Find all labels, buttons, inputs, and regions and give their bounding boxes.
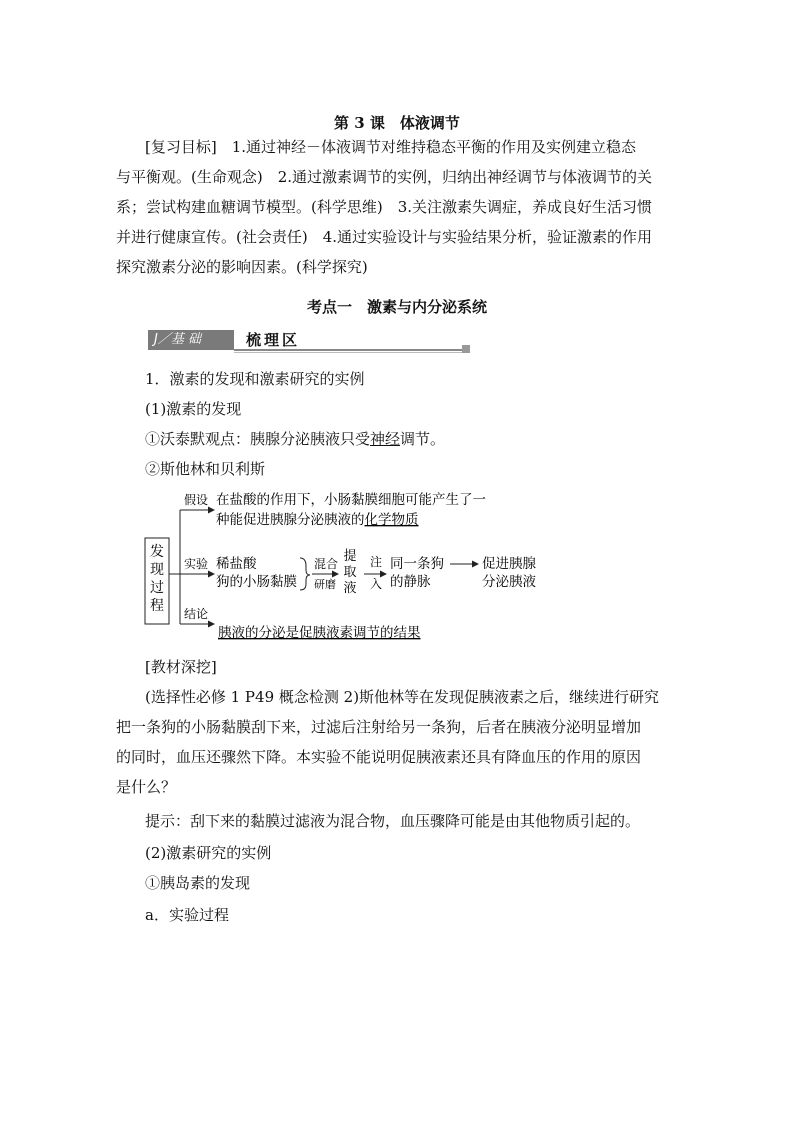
section-title: 考点一 激素与内分泌系统 xyxy=(306,298,487,316)
banner-rule xyxy=(234,349,470,351)
promote-1: 促进胰腺 xyxy=(482,556,536,572)
banner-rule-thin xyxy=(234,352,470,353)
inject-char-1: 注 xyxy=(370,555,383,569)
mix-label: 混合 xyxy=(314,557,339,571)
hypothesis-label: 假设 xyxy=(184,493,209,507)
question-line-4: 是什么？ xyxy=(116,778,177,796)
hypothesis-line-2 xyxy=(216,511,419,528)
box-char-2: 现 xyxy=(150,562,164,578)
banner-label: 梳理区 xyxy=(246,331,301,349)
question-line-1: (选择性必修 1 P49 概念检测 2)斯他林等在发现促胰液素之后，继续进行研究 xyxy=(145,688,660,706)
page-title: 第 3 课 体液调节 xyxy=(334,114,460,132)
item-1-1: (1)激素的发现 xyxy=(145,400,242,418)
question-line-2: 把一条狗的小肠黏膜刮下来，过滤后注射给另一条狗，后者在胰液分泌明显增加 xyxy=(116,718,642,736)
experiment-label: 实验 xyxy=(184,557,209,571)
hypothesis-line-2-prefix: 种能促进胰腺分泌胰液的 xyxy=(216,512,365,528)
conclusion-label: 结论 xyxy=(184,607,209,621)
question-line-3: 的同时，血压还骤然下降。本实验不能说明促胰液素还具有降血压的作用的原因 xyxy=(116,748,642,766)
objectives-line-5: 探究激素分泌的影响因素。(科学探究) xyxy=(116,258,368,276)
promote-2: 分泌胰液 xyxy=(482,574,536,590)
wotai-suffix: 调节。 xyxy=(400,430,446,448)
hint-line: 提示：刮下来的黏膜过滤液为混合物，血压骤降可能是由其他物质引起的。 xyxy=(145,812,641,830)
extract-char-1: 提 xyxy=(343,549,357,564)
extract-char-2: 取 xyxy=(343,565,357,580)
objectives-line-2: 与平衡观。(生命观念) 2.通过激素调节的实例，归纳出神经调节与体液调节的关 xyxy=(116,168,653,186)
box-char-4: 程 xyxy=(150,598,164,614)
discovery-diagram xyxy=(140,488,540,642)
extract-char-3: 液 xyxy=(343,581,357,596)
jiaocai-heading: [教材深挖] xyxy=(145,658,217,676)
grind-label: 研磨 xyxy=(314,578,336,591)
hypothesis-answer: 化学物质 xyxy=(364,512,419,528)
process-line: a．实验过程 xyxy=(145,906,229,924)
box-char-1: 发 xyxy=(150,544,164,560)
insulin-line: ①胰岛素的发现 xyxy=(145,874,251,892)
conclusion-text: 胰液的分泌是促胰液素调节的结果 xyxy=(218,625,421,641)
wotai-line xyxy=(145,426,445,452)
same-dog-1: 同一条狗 xyxy=(390,556,444,572)
item-1-2: (2)激素研究的实例 xyxy=(145,844,272,862)
box-char-3: 过 xyxy=(150,580,164,596)
section-banner xyxy=(148,330,470,354)
stalin-line: ②斯他林和贝利斯 xyxy=(145,460,266,478)
hypothesis-line-1: 在盐酸的作用下，小肠黏膜细胞可能产生了一 xyxy=(216,492,486,508)
banner-tag: J／基 础 xyxy=(148,330,234,350)
item-1: 1．激素的发现和激素研究的实例 xyxy=(145,370,365,388)
objectives-line-4: 并进行健康宣传。(社会责任) 4.通过实验设计与实验结果分析，验证激素的作用 xyxy=(116,228,653,246)
wotai-answer: 神经 xyxy=(370,430,401,448)
wotai-prefix: ①沃泰默观点：胰腺分泌胰液只受 xyxy=(145,430,371,448)
objectives-line-3: 系；尝试构建血糖调节模型。(科学思维) 3.关注激素失调症，养成良好生活习惯 xyxy=(116,198,653,216)
experiment-acid: 稀盐酸 xyxy=(216,556,257,572)
banner-end-block xyxy=(462,345,470,353)
experiment-mucosa: 狗的小肠黏膜 xyxy=(216,574,297,590)
inject-char-2: 入 xyxy=(370,577,383,591)
same-dog-2: 的静脉 xyxy=(390,574,431,590)
brace-mark xyxy=(300,558,310,590)
objectives-line-1: [复习目标] 1.通过神经－体液调节对维持稳态平衡的作用及实例建立稳态 xyxy=(145,138,637,156)
